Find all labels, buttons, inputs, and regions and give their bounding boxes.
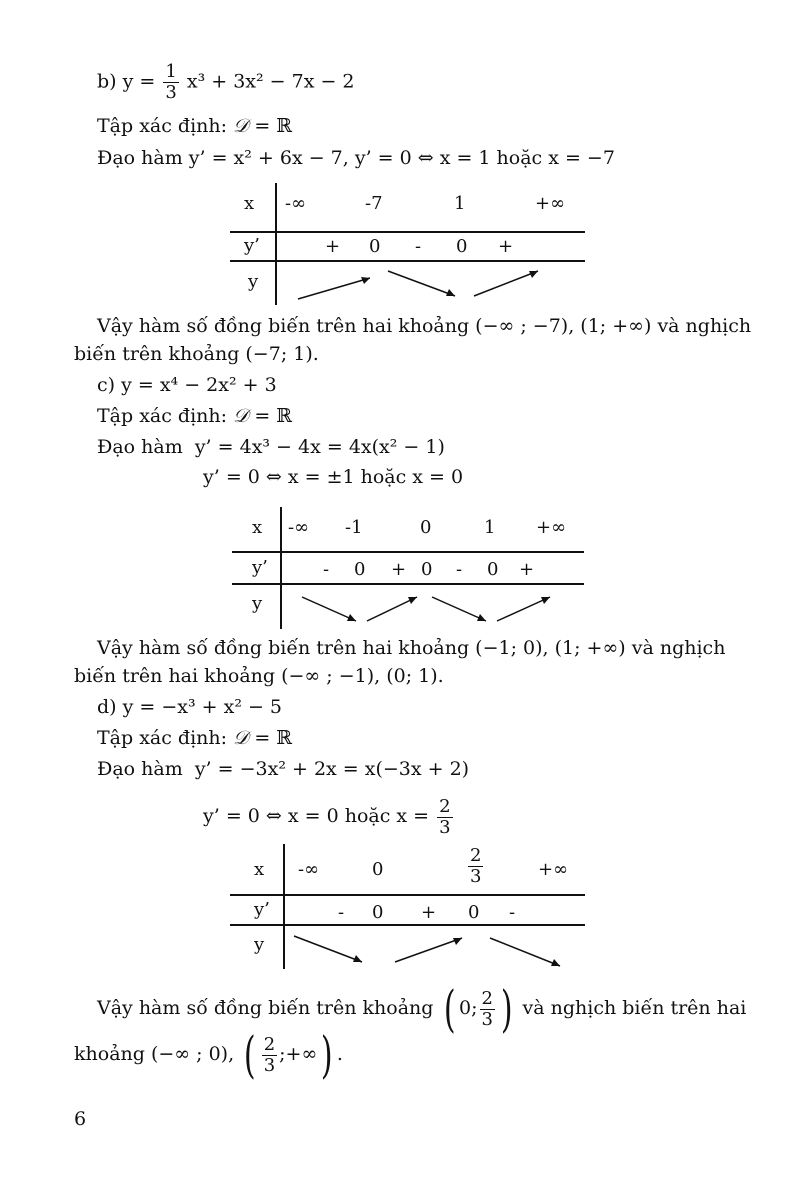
table-x-value: 0 [420,517,432,538]
arrow-up [395,938,462,962]
table-x-label: x [244,193,255,214]
part-d-conclusion-line-2: khoảng (−∞ ; 0), ( $\frac{2}{3}$ ;+∞) . [74,1026,343,1084]
variation-table-c [232,507,584,629]
table-x-value: +∞ [538,859,569,880]
table-sign: - [338,902,345,923]
table-x-value: +∞ [536,517,567,538]
table-y-label: y [252,593,263,614]
arrow-down [388,271,455,296]
table-sign: 0 [354,559,366,580]
arrow-up [298,278,370,299]
table-sign: + [498,236,514,257]
table-sign: - [323,559,330,580]
table-dy-label: y’ [244,235,260,256]
part-d-derivative: Đạo hàm y’ = −3x² + 2x = x(−3x + 2) [97,758,470,780]
table-x-value: -7 [365,193,383,214]
table-y-label: y [254,934,265,955]
table-x-label: x [252,517,263,538]
part-b-conclusion-line-1: Vậy hàm số đồng biến trên hai khoảng (−∞ ; −7), (1; +∞) và nghịch [97,315,752,337]
table-x-value: -∞ [285,193,307,214]
table-x-value: -∞ [298,859,320,880]
table-x-value: 1 [454,193,466,214]
table-x-label: x [254,859,265,880]
variation-arrows-b [230,183,585,305]
table-x-value: -∞ [288,517,310,538]
part-b-domain: Tập xác định: 𝒟 = ℝ [97,115,293,137]
table-dy-label: y’ [252,557,268,578]
table-sign: + [421,902,437,923]
part-b-function: b) y = $\frac{1}{3}$ x³ + 3x² − 7x − 2 [97,61,355,103]
table-sign: 0 [456,236,468,257]
table-dy-label: y’ [254,899,270,920]
page-number: 6 [74,1108,87,1130]
part-d-function: d) y = −x³ + x² − 5 [97,696,283,718]
table-x-value: 1 [484,517,496,538]
part-c-derivative: Đạo hàm y’ = 4x³ − 4x = 4x(x² − 1) [97,436,445,458]
variation-arrows-c [232,507,584,629]
part-c-roots: y’ = 0 ⇔ x = ±1 hoặc x = 0 [203,466,464,488]
table-sign: 0 [421,559,433,580]
part-c-conclusion-line-2: biến trên hai khoảng (−∞ ; −1), (0; 1). [74,665,444,687]
part-c-domain: Tập xác định: 𝒟 = ℝ [97,405,293,427]
table-sign: 0 [372,902,384,923]
arrow-down [490,938,560,966]
table-sign: 0 [369,236,381,257]
table-x-value: 0 [372,859,384,880]
part-b-conclusion-line-2: biến trên khoảng (−7; 1). [74,343,319,365]
table-sign: + [325,236,341,257]
part-d-roots: y’ = 0 ⇔ x = 0 hoặc x = $\frac{2}{3}$ [203,795,451,838]
part-b-derivative: Đạo hàm y’ = x² + 6x − 7, y’ = 0 ⇔ x = 1 hoặc x = −7 [97,147,615,169]
variation-arrows-d [230,844,585,969]
variation-table-d [230,844,585,969]
arrow-up [474,271,538,296]
table-y-label: y [248,271,259,292]
table-sign: 0 [468,902,480,923]
arrow-up [367,597,417,621]
variation-table-b [230,183,585,305]
table-sign: 0 [487,559,499,580]
table-sign: - [415,236,422,257]
table-x-value: +∞ [535,193,566,214]
arrow-down [432,597,486,621]
table-sign: + [391,559,407,580]
part-d-domain: Tập xác định: 𝒟 = ℝ [97,727,293,749]
arrow-down [294,936,362,962]
arrow-up [497,597,550,621]
table-sign: - [456,559,463,580]
table-sign: - [509,902,516,923]
part-d-conclusion-line-1: Vậy hàm số đồng biến trên khoảng ( 0; $\frac{2}{3}$ ) và nghịch biến trên hai [97,980,747,1038]
table-x-value: -1 [345,517,363,538]
table-sign: + [519,559,535,580]
arrow-down [302,597,356,621]
part-c-function: c) y = x⁴ − 2x² + 3 [97,374,277,396]
part-c-conclusion-line-1: Vậy hàm số đồng biến trên hai khoảng (−1; 0), (1; +∞) và nghịch [97,637,726,659]
table-x-value-fraction: $\frac{2}{3}$ [470,845,482,887]
